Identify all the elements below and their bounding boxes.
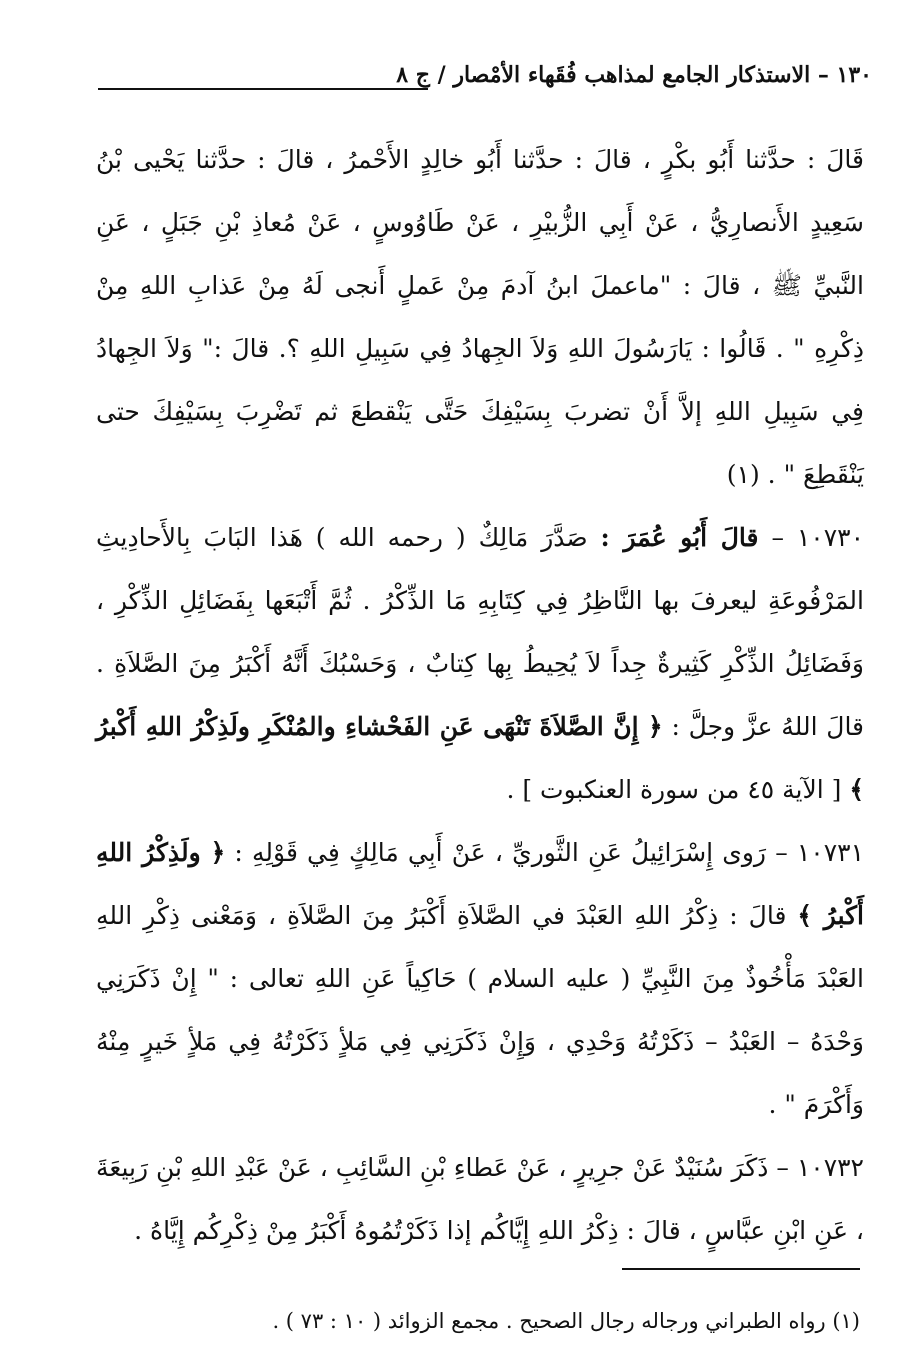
- paragraph-lead: قالَ أَبُو عُمَرَ :: [600, 523, 759, 552]
- paragraph-text: ذَكَرَ سُنَيْدٌ عَنْ جرِيرٍ ، عَنْ عَطاءِ بْنِ السَّائِبِ ، عَنْ عَبْدِ اللهِ بْنِ رَبِيعَةَ ، عَنِ ابْنِ عبَّاسٍ ، قالَ : ذِكْرُ اللهِ إِيَّاكُم إذا ذَكَرْتُمُوهُ أَكْبَرُ مِنْ ذِكْرِكُم إِيَّاهُ .: [96, 1153, 864, 1245]
- paragraph-text: رَوى إِسْرَائِيلُ عَنِ الثَّوريِّ ، عَنْ أَبِي مَالِكٍ فِي قَوْلِهِ :: [234, 838, 767, 867]
- paragraph-10731: [96, 821, 864, 1136]
- paragraph-10730: [96, 506, 864, 821]
- header-rule: [98, 88, 428, 90]
- quran-verse: ﴿ إِنَّ الصَّلاَةَ تَنْهَى عَنِ الفَحْشاءِ والمُنْكَرِ ولَذِكْرُ اللهِ أَكْبرُ ﴾: [96, 712, 864, 804]
- paragraph-number: ١٠٧٣١ –: [775, 838, 864, 867]
- paragraph-hadith-chain: [96, 128, 864, 506]
- paragraph-10732: [96, 1136, 864, 1262]
- verse-reference: [ الآية ٤٥ من سورة العنكبوت ] .: [506, 775, 842, 804]
- footnote: (١) رواه الطبراني ورجاله رجال الصحيح . مجمع الزوائد ( ١٠ : ٧٣ ) .: [272, 1309, 860, 1333]
- paragraph-number: ١٠٧٣٢ –: [776, 1153, 864, 1182]
- paragraph-text: صَدَّرَ مَالِكٌ ( رحمه الله ) هَذا البَابَ بِالأَحادِيثِ المَرْفُوعَةِ ليعرفَ بها النَّاظِرُ فِي كِتَابِهِ مَا الذِّكْرُ . ثُمَّ أَتْبَعَها بِفَضَائِلِ الذِّكْرِ ، وَفَضَائِلُ الذِّكْرِ كَثِيرةٌ جِداً لاَ يُحِيطُ بِها كِتابٌ ، وَحَسْبُكَ أَنَّهُ أَكْبَرُ مِنَ الصَّلاَةِ . قالَ اللهُ عزَّ وجلَّ :: [96, 523, 865, 741]
- running-header: ١٣٠ – الاستذكار الجامع لمذاهب فُقَهاء الأمْصار / ج ٨: [396, 62, 872, 88]
- paragraph-number: ١٠٧٣٠ –: [771, 523, 864, 552]
- quran-verse: ﴿ ولَذِكْرُ اللهِ أَكْبرُ ﴾: [96, 838, 864, 930]
- paragraph-text: قَالَ : حدَّثنا أَبُو بكْرٍ ، قالَ : حدَّثنا أَبُو خالِدٍ الأَحْمرُ ، قالَ : حدَّثنا يَحْيى بْنُ سَعِيدٍ الأَنصارِيُّ ، عَنْ أَبِي الزُّبيْرِ ، عَنْ طَاوُوسٍ ، عَنْ مُعاذِ بْنِ جَبَلٍ ، عَنِ النَّبيِّ ﷺ ، قالَ : "ماعملَ ابنُ آدمَ مِنْ عَملٍ أَنجى لَهُ مِنْ عَذابِ اللهِ مِنْ ذِكْرِهِ " . قَالُوا : يَارَسُولَ اللهِ وَلاَ الجِهادُ فِي سَبِيلِ اللهِ ؟. قالَ :" وَلاَ الجِهادُ فِي سَبِيلِ اللهِ إلاَّ أَنْ تضربَ بِسَيْفِكَ حَتَّى يَنْقطعَ ثم تَضْرِبَ بِسَيْفِكَ حتى يَنْقَطِعَ " . (١): [96, 145, 864, 489]
- body-text: [96, 128, 864, 1262]
- footnote-rule: [622, 1268, 860, 1270]
- paragraph-continuation: قالَ : ذِكْرُ اللهِ العَبْدَ في الصَّلاَةِ أَكْبَرُ مِنَ الصَّلاَةِ ، وَمَعْنى ذِكْرِ اللهِ العَبْدَ مَأْخُوذٌ مِنَ النَّبِيِّ ( عليه السلام ) حَاكِياً عَنِ اللهِ تعالى : " إِنْ ذَكَرَنِي وَحْدَهُ – العَبْدُ – ذَكَرْتُهُ وَحْدِي ، وَإِنْ ذَكَرَنِي فِي مَلأٍ ذَكَرْتُهُ فِي مَلأٍ خَيرٍ مِنْهُ وَأَكْرَمَ " .: [96, 901, 864, 1119]
